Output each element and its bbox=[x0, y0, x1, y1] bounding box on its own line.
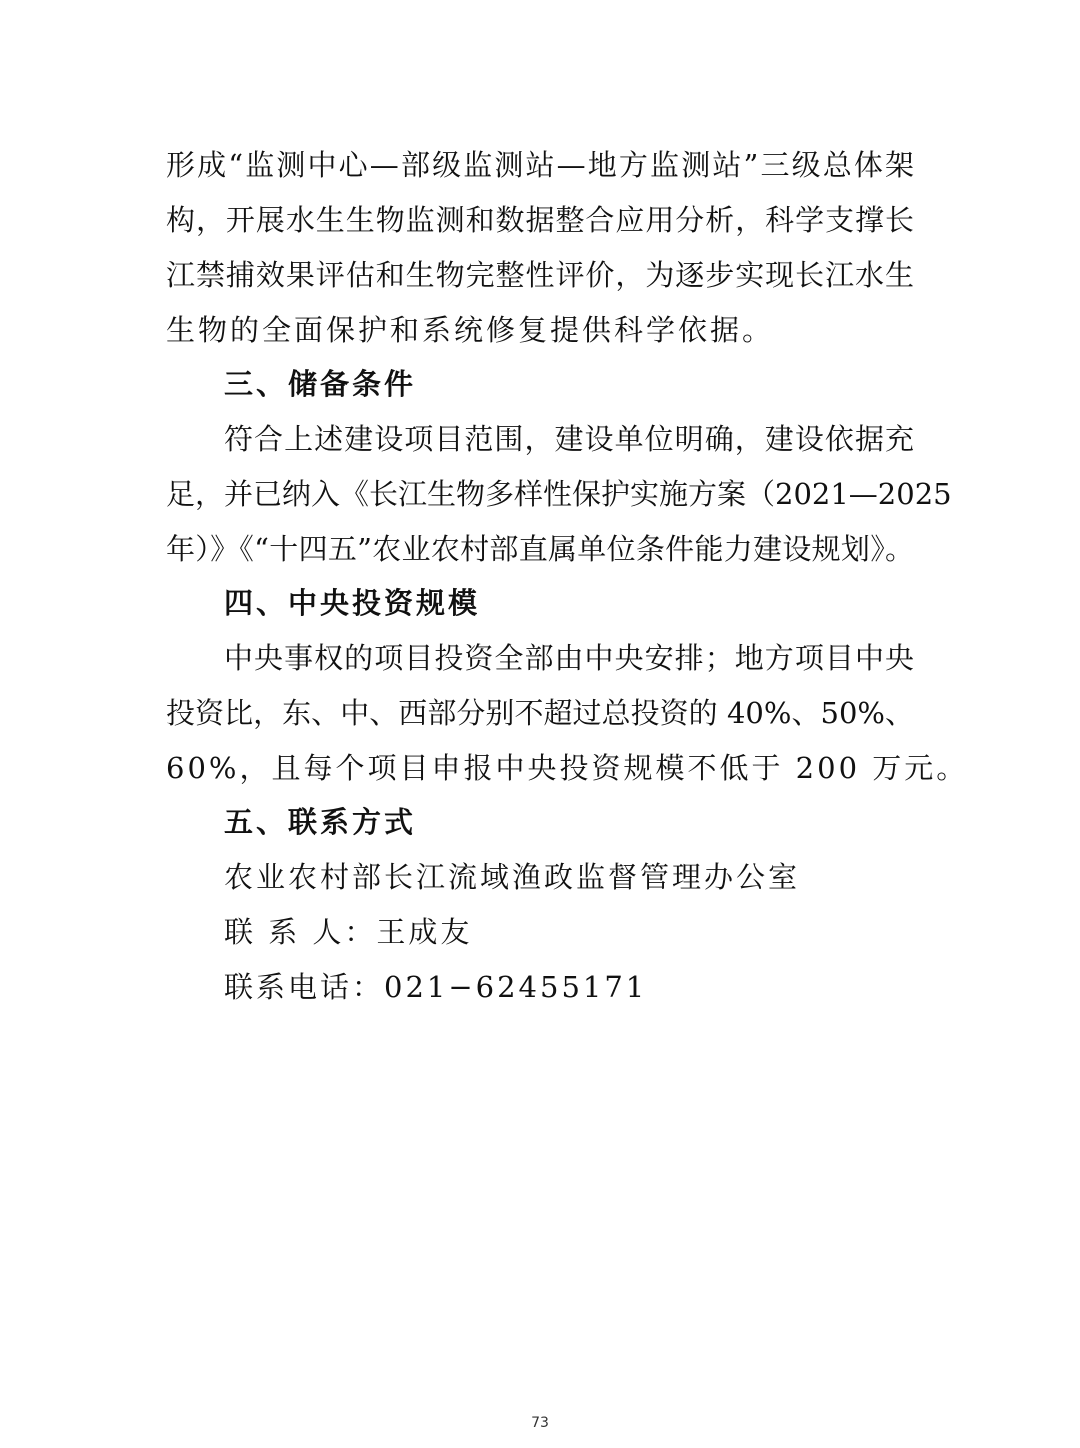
body-line: 符合上述建设项目范围，建设单位明确，建设依据充 bbox=[224, 422, 914, 456]
body-line: 足，并已纳入《长江生物多样性保护实施方案（2021—2025 bbox=[166, 477, 952, 511]
body-line: 生物的全面保护和系统修复提供科学依据。 bbox=[166, 313, 775, 347]
section-heading-central-investment: 四、中央投资规模 bbox=[224, 586, 481, 620]
body-line: 年）》《“十四五”农业农村部直属单位条件能力建设规划》。 bbox=[166, 532, 914, 566]
body-line: 构，开展水生生物监测和数据整合应用分析，科学支撑长 bbox=[166, 203, 914, 237]
section-heading-reserve-conditions: 三、储备条件 bbox=[224, 367, 417, 401]
section-heading-contact: 五、联系方式 bbox=[224, 805, 417, 839]
contact-phone: 联系电话：021−62455171 bbox=[224, 970, 648, 1004]
contact-office: 农业农村部长江流域渔政监督管理办公室 bbox=[224, 860, 801, 894]
page-number: 73 bbox=[531, 1415, 549, 1431]
body-line: 形成“监测中心—部级监测站—地方监测站”三级总体架 bbox=[166, 148, 914, 182]
body-line: 中央事权的项目投资全部由中央安排；地方项目中央 bbox=[224, 641, 914, 675]
body-line: 江禁捕效果评估和生物完整性评价，为逐步实现长江水生 bbox=[166, 258, 914, 292]
body-line: 投资比，东、中、西部分别不超过总投资的 40%、50%、 bbox=[166, 696, 914, 730]
contact-person: 联 系 人：王成友 bbox=[224, 915, 473, 949]
body-line: 60%，且每个项目申报中央投资规模不低于 200 万元。 bbox=[166, 751, 969, 785]
